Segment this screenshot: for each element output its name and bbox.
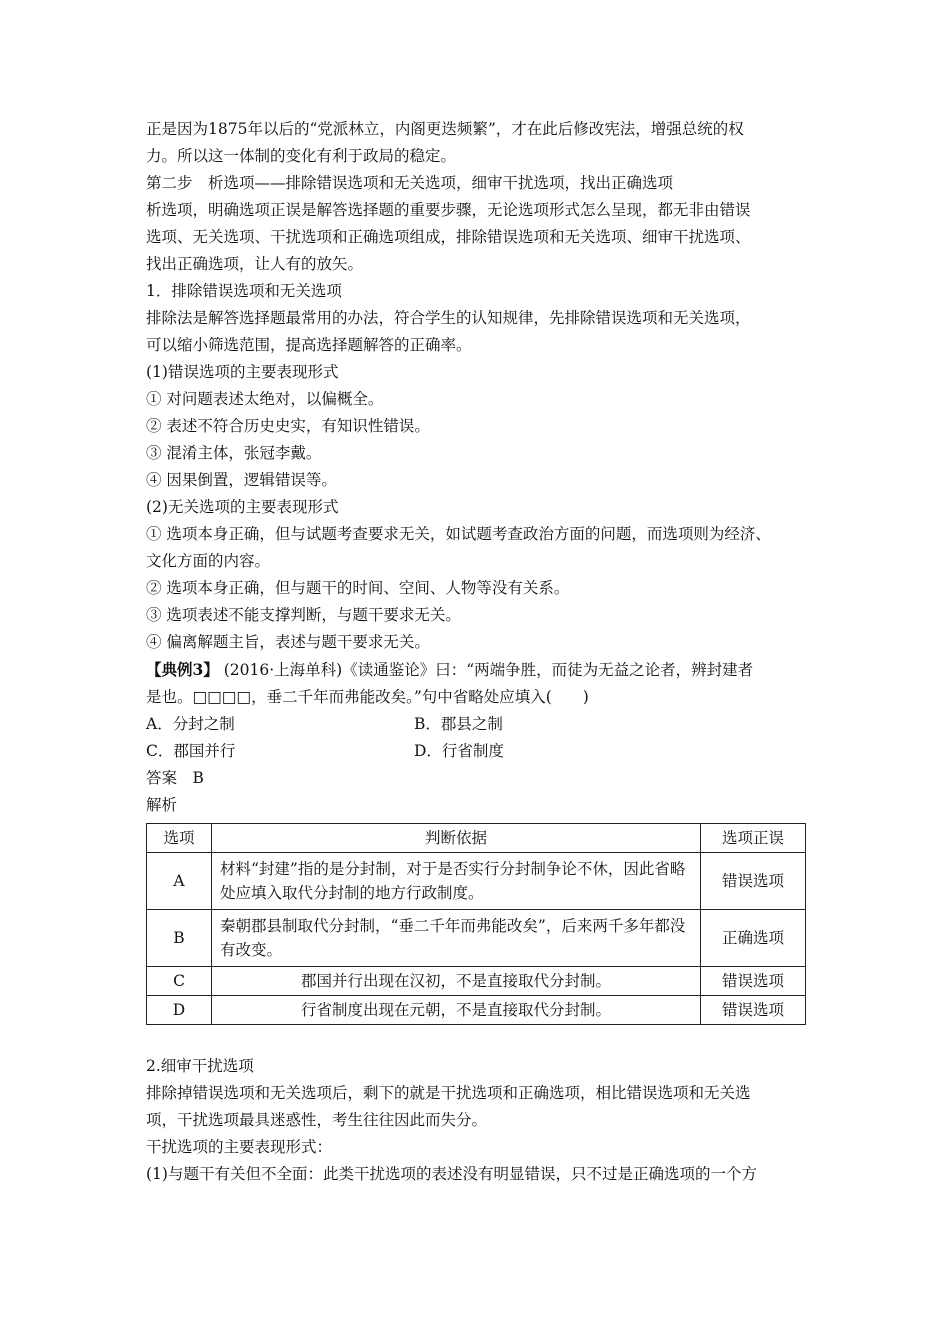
options-row (146, 711, 806, 738)
step2-line: 找出正确选项，让人有的放矢。 (146, 255, 364, 273)
table-header-row (147, 824, 806, 853)
irrelevant-option-item: ② 选项本身正确，但与题干的时间、空间、人物等没有关系。 (146, 579, 570, 597)
verdict-cell: 错误选项 (701, 967, 806, 996)
table-row (147, 967, 806, 996)
table-row (147, 853, 806, 910)
irrelevant-options-title: (2)无关选项的主要表现形式 (146, 498, 339, 516)
option-d: D．行省制度 (414, 742, 504, 760)
analysis-table (146, 823, 806, 1025)
example-question-text: (2016·上海单科)《读通鉴论》曰：“两端争胜，而徒为无益之论者，辨封建者 (223, 661, 754, 679)
verdict-cell: 错误选项 (701, 996, 806, 1025)
basis-cell: 行省制度出现在元朝，不是直接取代分封制。 (212, 996, 701, 1025)
example-label: 【典例3】 (146, 660, 219, 679)
section2-line: 干扰选项的主要表现形式： (146, 1138, 333, 1156)
irrelevant-option-item: ① 选项本身正确，但与试题考查要求无关，如试题考查政治方面的问题，而选项则为经济、 (146, 525, 771, 543)
option-c: C．郡国并行 (146, 742, 236, 760)
option-cell: C (147, 967, 212, 996)
option-b: B．郡县之制 (414, 715, 503, 733)
section2-heading: 2.细审干扰选项 (146, 1057, 254, 1075)
analysis-label: 解析 (146, 796, 178, 814)
wrong-option-item: ④ 因果倒置，逻辑错误等。 (146, 471, 337, 489)
basis-cell: 材料“封建”指的是分封制，对于是否实行分封制争论不休，因此省略处应填入取代分封制的地方行政制度。 (212, 853, 701, 910)
wrong-options-title: (1)错误选项的主要表现形式 (146, 363, 339, 381)
section2-line: 项，干扰选项最具迷惑性，考生往往因此而失分。 (146, 1111, 488, 1129)
irrelevant-option-item: ④ 偏离解题主旨，表述与题干要求无关。 (146, 633, 430, 651)
table-row (147, 910, 806, 967)
spacer (146, 1025, 806, 1053)
example-question-line: 是也。□□□□，垂二千年而弗能改矣。”句中省略处应填入( ) (146, 688, 589, 706)
table-row (147, 996, 806, 1025)
verdict-cell: 错误选项 (701, 853, 806, 910)
irrelevant-option-item: 文化方面的内容。 (146, 552, 271, 570)
step2-line: 选项、无关选项、干扰选项和正确选项组成，排除错误选项和无关选项、细审干扰选项、 (146, 228, 751, 246)
basis-cell: 秦朝郡县制取代分封制，“垂二千年而弗能改矣”，后来两千多年都没有改变。 (212, 910, 701, 967)
section1-line: 可以缩小筛选范围，提高选择题解答的正确率。 (146, 336, 472, 354)
basis-cell: 郡国并行出现在汉初，不是直接取代分封制。 (212, 967, 701, 996)
option-cell: B (147, 910, 212, 967)
section2-line: 排除掉错误选项和无关选项后，剩下的就是干扰选项和正确选项，相比错误选项和无关选 (146, 1084, 751, 1102)
step2-line: 析选项，明确选项正误是解答选择题的重要步骤，无论选项形式怎么呈现，都无非由错误 (146, 201, 751, 219)
intro-line: 力。所以这一体制的变化有利于政局的稳定。 (146, 147, 457, 165)
step2-title: 第二步 析选项——排除错误选项和无关选项，细审干扰选项，找出正确选项 (146, 174, 674, 192)
options-row (146, 738, 806, 765)
option-a: A．分封之制 (146, 715, 235, 733)
verdict-cell: 正确选项 (701, 910, 806, 967)
irrelevant-option-item: ③ 选项表述不能支撑判断，与题干要求无关。 (146, 606, 461, 624)
answer: 答案 B (146, 769, 204, 787)
section2-line: (1)与题干有关但不全面：此类干扰选项的表述没有明显错误，只不过是正确选项的一个方 (146, 1165, 757, 1183)
table-header-cell: 选项正误 (701, 824, 806, 853)
option-cell: A (147, 853, 212, 910)
table-header-cell: 选项 (147, 824, 212, 853)
section1-line: 排除法是解答选择题最常用的办法，符合学生的认知规律，先排除错误选项和无关选项， (146, 309, 751, 327)
example-question (146, 656, 806, 684)
intro-line: 正是因为1875年以后的“党派林立，内阁更迭频繁”，才在此后修改宪法，增强总统的权 (146, 120, 744, 138)
table-header-cell: 判断依据 (212, 824, 701, 853)
document-page (146, 116, 806, 1188)
section1-heading: 1．排除错误选项和无关选项 (146, 282, 342, 300)
wrong-option-item: ② 表述不符合历史史实，有知识性错误。 (146, 417, 430, 435)
wrong-option-item: ③ 混淆主体，张冠李戴。 (146, 444, 322, 462)
wrong-option-item: ① 对问题表述太绝对，以偏概全。 (146, 390, 384, 408)
option-cell: D (147, 996, 212, 1025)
